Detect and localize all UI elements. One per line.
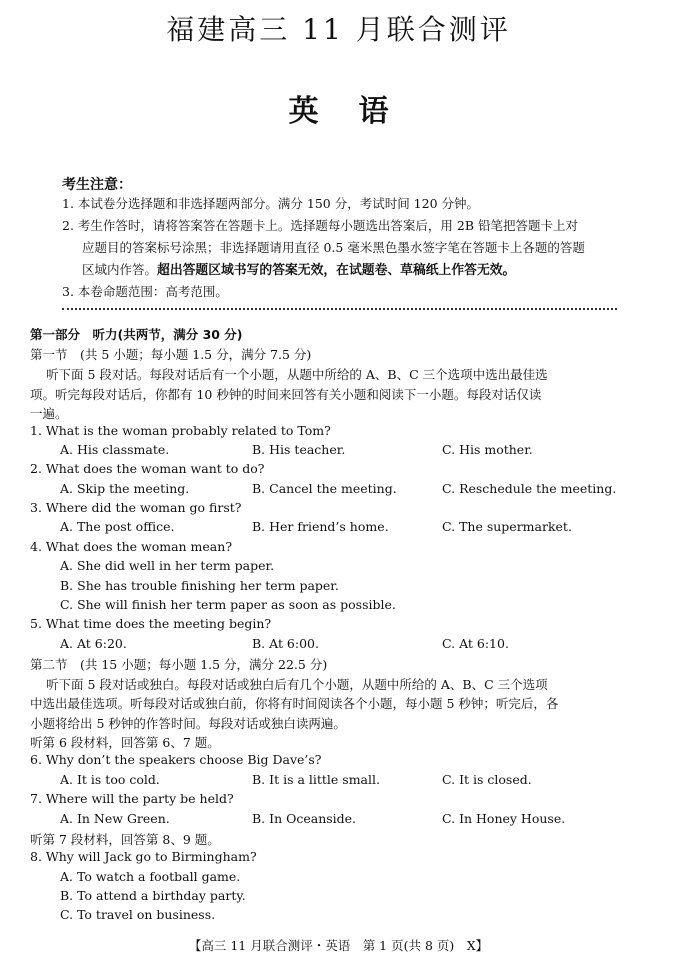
q8-option-b: B. To attend a birthday party.	[60, 888, 246, 903]
section1-intro-2: 项。听完每段对话后，你都有 10 秒钟的时间来回答有关小题和阅读下一小题。每段对话仅读	[30, 387, 542, 402]
question-7: 7. Where will the party be held?	[30, 791, 234, 806]
q7-option-b: B. In Oceanside.	[252, 811, 357, 826]
q5-option-a: A. At 6:20.	[60, 636, 127, 651]
q2-option-a: A. Skip the meeting.	[60, 481, 190, 496]
q8-option-c: C. To travel on business.	[60, 907, 216, 922]
material-7-note: 听第 7 段材料，回答第 8、9 题。	[30, 832, 220, 847]
question-6: 6. Why don’t the speakers choose Big Dave’s?	[30, 752, 322, 767]
notice-warning: 超出答题区域书写的答案无效，在试题卷、草稿纸上作答无效。	[157, 263, 516, 278]
notice-item-2-tail: 区域内作答。	[82, 262, 158, 277]
q2-option-c: C. Reschedule the meeting.	[442, 481, 617, 496]
section2-intro-1: 听下面 5 段对话或独白。每段对话或独白后有几个小题，从题中所给的 A、B、C 三个选项	[46, 677, 548, 692]
q4-option-b: B. She has trouble finishing her term paper.	[60, 578, 339, 593]
notice-item-2-cont: 应题目的答案标号涂黑；非选择题请用直径 0.5 毫米黑色墨水签字笔在答题卡上各题的答题	[82, 240, 585, 255]
material-6-note: 听第 6 段材料，回答第 6、7 题。	[30, 735, 220, 750]
q3-option-c: C. The supermarket.	[442, 519, 572, 534]
question-2: 2. What does the woman want to do?	[30, 461, 265, 476]
section2-heading: 第二节 (共 15 小题；每小题 1.5 分，满分 22.5 分)	[30, 657, 328, 672]
notice-item-1: 1. 本试卷分选择题和非选择题两部分。满分 150 分，考试时间 120 分钟。	[62, 196, 480, 211]
section2-intro-2: 中选出最佳选项。听每段对话或独白前，你将有时间阅读各个小题，每小题 5 秒钟；听完后，各	[30, 696, 559, 711]
notice-item-2-cont2	[82, 259, 515, 278]
q4-option-a: A. She did well in her term paper.	[60, 558, 275, 573]
q6-option-b: B. It is a little small.	[252, 772, 380, 787]
divider	[62, 308, 617, 310]
subject-title: 英语	[288, 94, 429, 129]
notice-heading: 考生注意：	[62, 177, 132, 193]
q4-option-c: C. She will finish her term paper as soon as possible.	[60, 597, 396, 612]
section1-intro-1: 听下面 5 段对话。每段对话后有一个小题，从题中所给的 A、B、C 三个选项中选出最佳选	[46, 367, 548, 382]
question-8: 8. Why will Jack go to Birmingham?	[30, 849, 257, 864]
notice-item-3: 3. 本卷命题范围：高考范围。	[62, 284, 228, 299]
q3-option-a: A. The post office.	[60, 519, 175, 534]
q6-option-a: A. It is too cold.	[60, 772, 160, 787]
page-footer: 【高三 11 月联合测评・英语 第 1 页(共 8 页) X】	[188, 938, 489, 953]
part1-heading: 第一部分 听力(共两节，满分 30 分)	[30, 327, 243, 342]
q3-option-b: B. Her friend’s home.	[252, 519, 389, 534]
question-5: 5. What time does the meeting begin?	[30, 616, 272, 631]
paper-title: 福建高三 11 月联合测评	[166, 13, 511, 46]
q1-option-a: A. His classmate.	[60, 442, 170, 457]
q7-option-c: C. In Honey House.	[442, 811, 566, 826]
question-4: 4. What does the woman mean?	[30, 539, 233, 554]
q8-option-a: A. To watch a football game.	[60, 869, 241, 884]
section2-intro-3: 小题将给出 5 秒钟的作答时间。每段对话或独白读两遍。	[30, 716, 346, 731]
notice-item-2: 2. 考生作答时，请将答案答在答题卡上。选择题每小题选出答案后，用 2B 铅笔把答题卡上对	[62, 218, 578, 233]
question-1: 1. What is the woman probably related to Tom?	[30, 423, 331, 438]
q1-option-b: B. His teacher.	[252, 442, 346, 457]
section1-heading: 第一节 (共 5 小题；每小题 1.5 分，满分 7.5 分)	[30, 347, 312, 362]
q2-option-b: B. Cancel the meeting.	[252, 481, 397, 496]
q6-option-c: C. It is closed.	[442, 772, 532, 787]
q5-option-b: B. At 6:00.	[252, 636, 319, 651]
question-3: 3. Where did the woman go first?	[30, 500, 242, 515]
q1-option-c: C. His mother.	[442, 442, 533, 457]
q5-option-c: C. At 6:10.	[442, 636, 509, 651]
section1-intro-3: 一遍。	[30, 406, 68, 421]
q7-option-a: A. In New Green.	[60, 811, 170, 826]
